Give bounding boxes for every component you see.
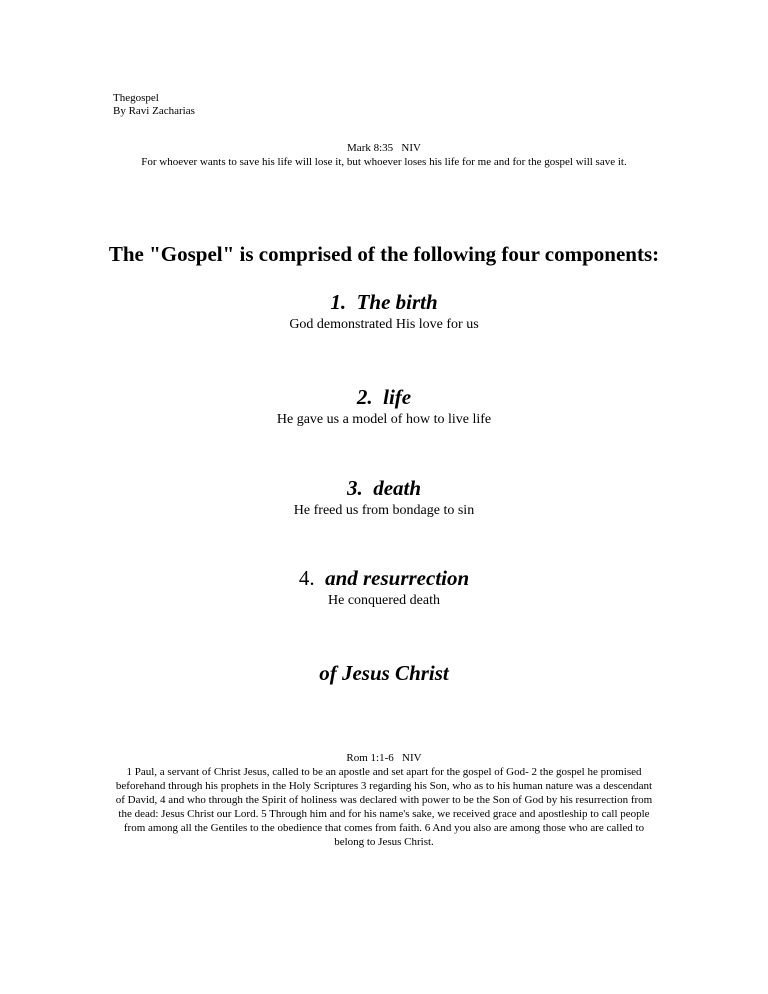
scripture-romans-reference: Rom 1:1-6 NIV bbox=[346, 752, 422, 764]
component-death bbox=[110, 476, 658, 520]
scripture-mark-text: For whoever wants to save his life will lose it, but whoever loses his life for me and for the gospel will save it. bbox=[141, 156, 627, 168]
component-title bbox=[110, 290, 658, 314]
component-life bbox=[110, 385, 658, 429]
closing-line: of Jesus Christ bbox=[319, 661, 449, 685]
component-number: 4. bbox=[298, 566, 315, 590]
scripture-romans-text: 1 Paul, a servant of Christ Jesus, called to be an apostle and set apart for the gospel of God- 2 the gospel he promised beforehand through his prophets in the Holy Scriptures 3 regarding his Son, who as to his human nature was a descendant of David, 4 and who through the Spirit of holiness was declared with power to be the Son of God by his resurrection from the dead: Jesus Christ our Lord. 5 Through him and for his name's sake, we received grace and apostleship to call people from among all the Gentiles to the obedience that comes from faith. 6 And you also are among those who are called to belong to Jesus Christ. bbox=[115, 766, 653, 848]
component-resurrection bbox=[110, 566, 658, 610]
document-header bbox=[113, 92, 195, 118]
scripture-mark bbox=[110, 141, 658, 169]
component-label: and resurrection bbox=[325, 566, 470, 590]
component-description: He gave us a model of how to live life bbox=[276, 412, 492, 427]
component-birth bbox=[110, 290, 658, 334]
component-description: He freed us from bondage to sin bbox=[293, 503, 475, 518]
component-number: 2. bbox=[356, 385, 373, 409]
main-heading: The "Gospel" is comprised of the following four components: bbox=[108, 242, 660, 266]
document-author: By Ravi Zacharias bbox=[113, 105, 195, 117]
component-title bbox=[110, 385, 658, 409]
component-title bbox=[110, 476, 658, 500]
component-description: He conquered death bbox=[328, 593, 440, 608]
component-number: 3. bbox=[346, 476, 363, 500]
component-label: life bbox=[383, 385, 412, 409]
component-title bbox=[110, 566, 658, 590]
scripture-mark-reference: Mark 8:35 NIV bbox=[347, 142, 421, 154]
component-number: 1. bbox=[330, 290, 347, 314]
scripture-romans bbox=[110, 751, 658, 849]
component-description: God demonstrated His love for us bbox=[289, 317, 479, 332]
document-title: Thegospel bbox=[113, 92, 159, 104]
component-label: death bbox=[373, 476, 422, 500]
component-label: The birth bbox=[356, 290, 438, 314]
